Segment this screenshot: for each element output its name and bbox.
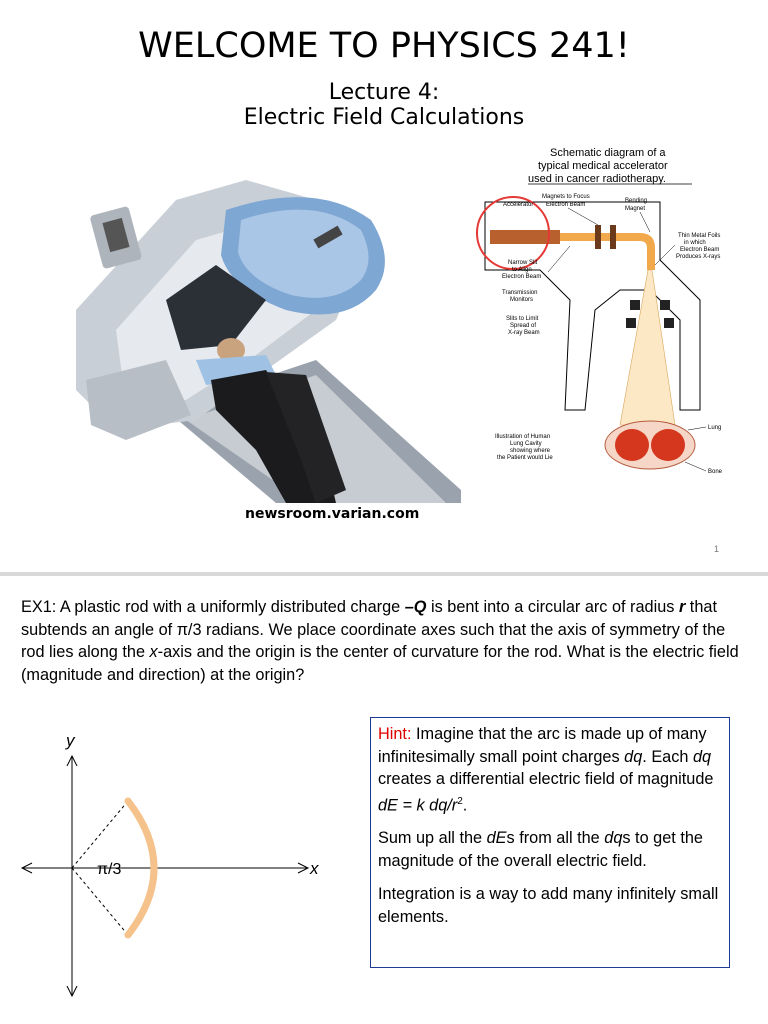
label-foils-2: in which — [684, 240, 706, 246]
problem-statement — [21, 596, 751, 686]
hint-text: s from all the — [506, 829, 605, 848]
schematic-caption-2: typical medical accelerator — [538, 160, 668, 172]
hint-dE: dE — [486, 829, 507, 848]
lecture-number: Lecture 4: — [328, 80, 440, 105]
hint-dq: dq — [624, 747, 643, 766]
q-mid2: that subtends an angle of π/3 radians. We place coordinate axes such that the axis of symmetry of the rod lies along the — [21, 598, 726, 661]
hint-text: creates a differential electric field of magnitude — [378, 770, 714, 788]
label-lung: Lung — [708, 425, 722, 431]
y-axis-label: y — [66, 731, 75, 750]
hint-exponent: 2 — [457, 795, 463, 807]
label-bending-2: Magnet — [625, 206, 646, 212]
arc-diagram — [0, 726, 360, 1016]
hint-paragraph-2 — [378, 827, 722, 872]
schematic-caption-1: Schematic diagram of a — [550, 147, 666, 159]
label-slits-2: Spread of — [510, 323, 537, 329]
hint-paragraph-3: Integration is a way to add many infinitely small elements. — [378, 885, 719, 926]
label-foils-1: Thin Metal Foils — [678, 233, 721, 239]
lecture-topic: Electric Field Calculations — [243, 105, 525, 130]
label-illus-4: the Patient would Lie — [497, 455, 553, 461]
label-bending-1: Bending — [625, 198, 648, 204]
page-number: 1 — [714, 544, 720, 554]
q-end: -axis and the origin is the center of curvature for the rod. What is the electric field (magnitude and direction) at the origin? — [21, 643, 739, 684]
q-radius: r — [678, 598, 686, 616]
hint-dq: dq — [692, 747, 712, 766]
slide-title: WELCOME TO PHYSICS 241! — [138, 26, 630, 66]
label-slits-3: X-ray Beam — [508, 330, 540, 336]
radiotherapy-machine-photo — [16, 160, 461, 503]
hint-box — [370, 717, 730, 968]
angle-label: π/3 — [97, 861, 122, 878]
q-axis: x — [149, 643, 158, 661]
label-monitors-2: Monitors — [510, 297, 534, 303]
label-monitors-1: Transmission — [502, 290, 538, 296]
label-illus-2: Lung Cavity — [510, 441, 542, 447]
label-magnets-1: Magnets to Focus — [542, 194, 590, 200]
label-slit-2: to Align — [512, 267, 532, 273]
hint-paragraph-1 — [378, 723, 722, 816]
hint-text: Sum up all the — [378, 829, 487, 848]
hint-text: . Each — [642, 747, 693, 766]
accelerator-schematic — [470, 140, 765, 485]
image-credit: newsroom.varian.com — [245, 506, 420, 522]
label-illus-1: Illustration of Human — [495, 434, 551, 440]
label-foils-4: Produces X-rays — [676, 254, 721, 260]
hint-label: Hint: — [378, 725, 412, 743]
label-bone: Bone — [708, 469, 723, 475]
hint-formula: dE = k dq/r — [378, 795, 458, 814]
q-prefix: EX1: A plastic rod with a uniformly distributed charge — [21, 598, 405, 616]
label-accelerator: Accelerator — [503, 202, 534, 208]
hint-text: s to get the magnitude of the overall electric field. — [378, 829, 703, 870]
hint-text: . — [462, 795, 468, 814]
hint-text: Imagine that the arc is made up of many infinitesimally small point charges — [378, 725, 707, 766]
q-mid1: is bent into a circular arc of radius — [426, 598, 679, 616]
label-foils-3: Electron Beam — [680, 247, 720, 253]
label-slit-1: Narrow Slit — [508, 260, 538, 266]
label-slit-3: Electron Beam — [502, 274, 542, 280]
label-slits-1: Slits to Limit — [506, 316, 539, 322]
q-charge: –Q — [404, 598, 427, 616]
label-illus-3: showing where — [510, 448, 551, 454]
x-axis-label: x — [310, 859, 319, 878]
slide-2 — [0, 576, 768, 1024]
label-magnets-2: Electron Beam — [546, 202, 586, 208]
hint-dq: dq — [604, 829, 623, 848]
schematic-caption-3: used in cancer radiotherapy. — [528, 173, 666, 185]
